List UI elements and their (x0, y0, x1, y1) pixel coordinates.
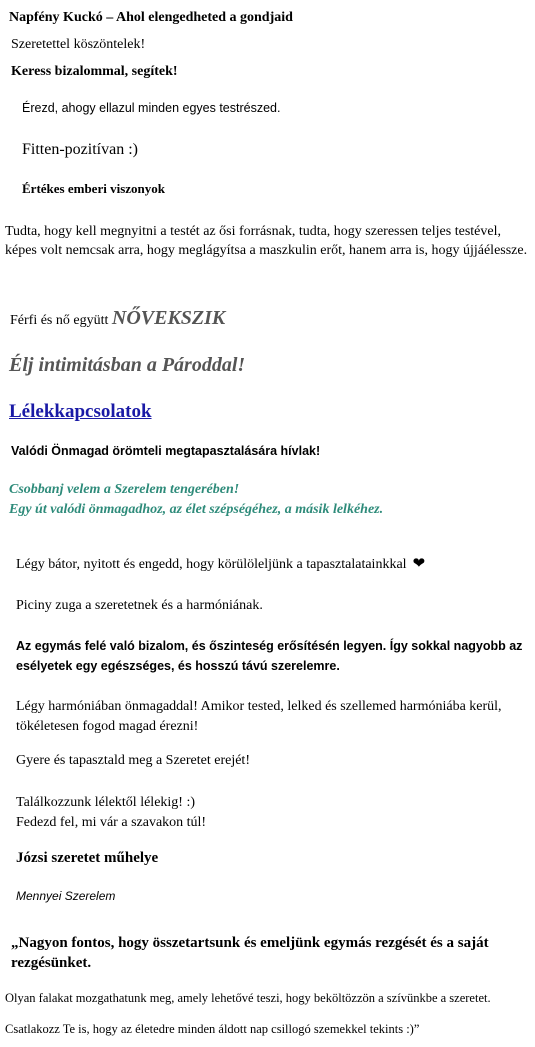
invite-text: Valódi Önmagad örömteli megtapasztalására hívlak! (11, 444, 321, 458)
grow-line (10, 307, 225, 330)
come-text: Gyere és tapasztald meg a Szeretet erejét! (16, 753, 250, 768)
love-sea-line2: Egy út valódi önmagadhoz, az élet szépségéhez, a másik lelkéhez. (9, 502, 384, 517)
meet-line2: Fedezd fel, mi vár a szavakon túl! (16, 815, 207, 830)
workshop-heading: Józsi szeretet műhelye (16, 850, 159, 866)
heart-icon: ❤ (412, 556, 426, 572)
brave-text: Légy bátor, nyitott és engedd, hogy körülöleljünk a tapasztalatainkkal (16, 557, 407, 572)
story-paragraph: Tudta, hogy kell megnyitni a testét az ősi forrásnak, tudta, hogy szeressen teljes testével, képes volt nemcsak arra, hogy meglágyítsa a maszkulin erőt, hanem arra is, hogy újjáélessze. (5, 224, 528, 258)
relationships-text: Értékes emberi viszonyok (22, 181, 165, 196)
grow-prefix: Férfi és nő együtt (10, 313, 112, 328)
relax-text: Érezd, ahogy ellazul minden egyes testrészed. (22, 101, 281, 115)
help-text: Keress bizalommal, segítek! (11, 64, 178, 79)
brave-line (16, 554, 425, 573)
harmony-paragraph: Légy harmóniában önmagaddal! Amikor tested, lelked és szellemed harmóniába kerül, tökéletesen fogod magad érezni! (16, 699, 502, 734)
soul-connections-link[interactable]: Lélekkapcsolatok (9, 401, 152, 422)
closing-line1: Olyan falakat mozgathatunk meg, amely lehetővé teszi, hogy beköltözzön a szívünkbe a szeretet. (5, 991, 491, 1005)
greeting-text: Szeretettel köszöntelek! (11, 37, 146, 52)
corner-text: Piciny zuga a szeretetnek és a harmóniának. (16, 598, 263, 613)
meet-line1: Találkozzunk lélektől lélekig! :) (16, 795, 196, 810)
intimacy-heading: Élj intimitásban a Pároddal! (9, 354, 246, 376)
page-title: Napfény Kuckó – Ahol elengedheted a gondjaid (9, 10, 293, 25)
love-sea-line1: Csobbanj velem a Szerelem tengerében! (9, 482, 240, 497)
grow-emphasis: NŐVEKSZIK (111, 307, 226, 329)
fitness-text: Fitten-pozitívan :) (22, 141, 138, 158)
trust-paragraph: Az egymás felé való bizalom, és őszinteség erősítésén legyen. Így sokkal nagyobb az esélyetek egy egészséges, és hosszú távú szerelemre. (16, 639, 523, 673)
heavenly-text: Mennyei Szerelem (16, 889, 116, 903)
closing-line2: Csatlakozz Te is, hogy az életedre minden áldott nap csillogó szemekkel tekints :)” (5, 1022, 420, 1036)
quote-paragraph: „Nagyon fontos, hogy összetartsunk és emeljünk egymás rezgését és a saját rezgésünket. (11, 935, 489, 971)
